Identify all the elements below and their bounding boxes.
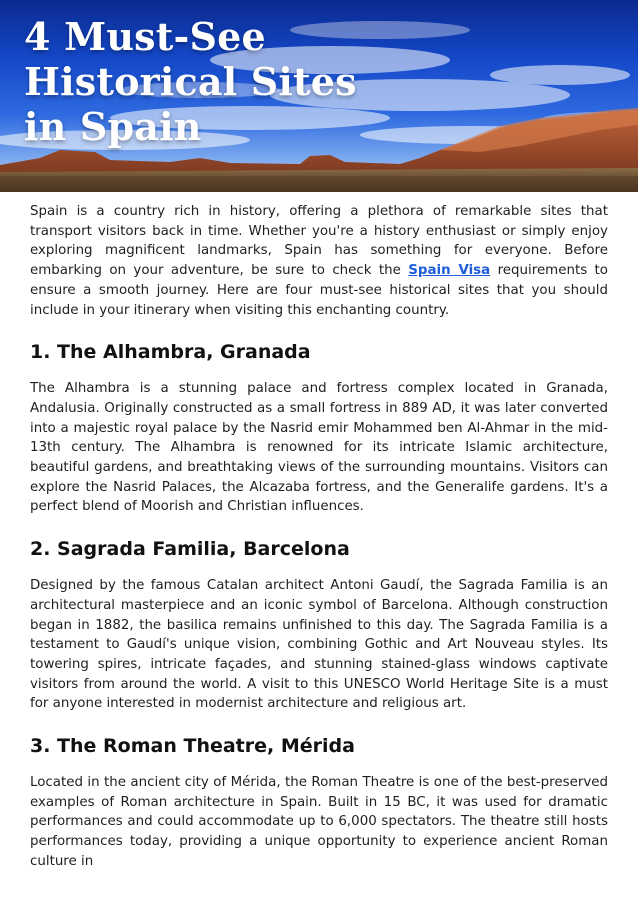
page-title xyxy=(24,14,357,149)
section-heading: 1. The Alhambra, Granada xyxy=(30,341,311,364)
title-line-2: Historical Sites xyxy=(24,59,357,104)
spain-visa-link[interactable]: Spain Visa xyxy=(408,263,491,279)
section-heading: 2. Sagrada Familia, Barcelona xyxy=(30,538,350,561)
section-paragraph: Designed by the famous Catalan architect Antoni Gaudí, the Sagrada Familia is an architectural masterpiece and an iconic symbol of Barcelona. Although construction began in 1882, the basilica remains unfinished to this day. The Sagrada Familia is a testament to Gaudí's unique vision, combining Gothic and Art Nouveau styles. Its towering spires, intricate façades, and stunning stained-glass windows captivate visitors from around the world. A visit to this UNESCO World Heritage Site is a must for anyone interested in modernist architecture and religious art. xyxy=(30,578,608,712)
intro-text-before: Spain is a country rich in history, offering a plethora of remarkable sites that transport visitors back in time. Whether you're a history enthusiast or simply enjoy exploring magnificent landmarks, Spain has something for everyone. Before embarking on your adventure, be sure to check the xyxy=(30,204,608,279)
section-heading: 3. The Roman Theatre, Mérida xyxy=(30,735,355,758)
section-alhambra xyxy=(30,340,608,517)
section-paragraph: The Alhambra is a stunning palace and fortress complex located in Granada, Andalusia. Originally constructed as a small fortress in 889 AD, it was later converted into a majestic royal palace by the Nasrid emir Mohammed ben Al-Ahmar in the mid-13th century. The Alhambra is renowned for its intricate Islamic architecture, beautiful gardens, and breathtaking views of the surrounding mountains. Visitors can explore the Nasrid Palaces, the Alcazaba fortress, and the Generalife gardens. It's a perfect blend of Moorish and Christian influences. xyxy=(30,381,608,515)
hero-banner xyxy=(0,0,638,192)
intro-paragraph xyxy=(30,202,608,320)
title-line-1: 4 Must-See xyxy=(24,14,266,59)
intro-text-after: requirements to ensure a smooth journey. Here are four must-see historical sites that you should include in your itinerary when visiting this enchanting country. xyxy=(30,263,609,318)
article-body xyxy=(0,192,638,872)
section-roman-theatre xyxy=(30,734,608,872)
title-line-3: in Spain xyxy=(24,104,202,149)
section-sagrada-familia xyxy=(30,537,608,714)
section-paragraph: Located in the ancient city of Mérida, the Roman Theatre is one of the best-preserved examples of Roman architecture in Spain. Built in 15 BC, it was used for dramatic performances and could accommodate up to 6,000 spectators. The theatre still hosts performances today, providing a unique opportunity to experience ancient Roman culture in xyxy=(30,775,608,869)
